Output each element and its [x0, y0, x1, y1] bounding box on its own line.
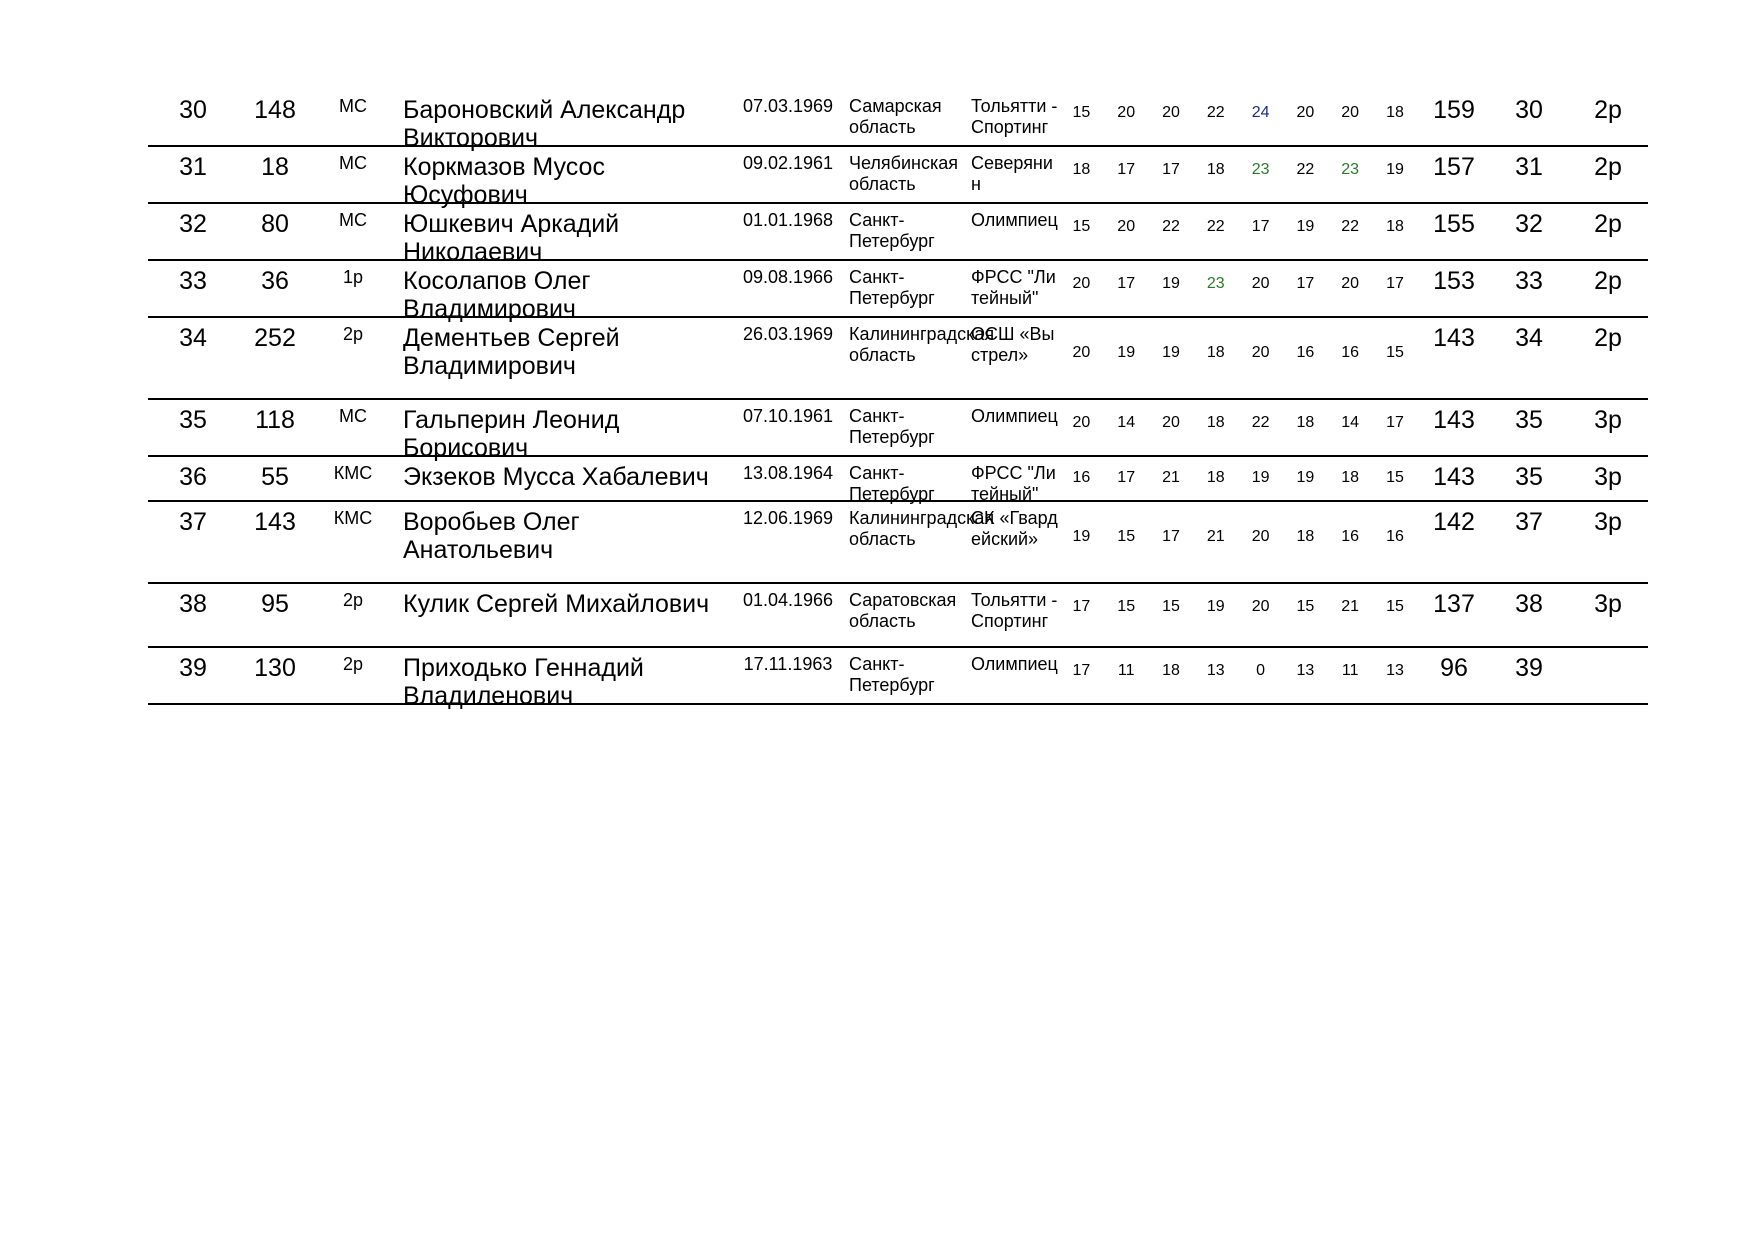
region-cell: Санкт-Петербург: [849, 406, 935, 447]
table-row: [148, 318, 1648, 400]
series-score: 17: [1386, 414, 1404, 431]
start-number-cell: 18: [261, 153, 289, 181]
start-number-cell: 148: [254, 96, 296, 124]
series-score: 22: [1341, 218, 1360, 235]
club-cell: Тольятти - Спортинг: [971, 96, 1058, 137]
sport-rank-cell: МС: [339, 153, 367, 173]
position-cell: 35: [1515, 463, 1543, 491]
series-scores: [1059, 469, 1419, 487]
region-cell: Калининградская область: [849, 508, 995, 549]
position-cell: 39: [1515, 654, 1543, 682]
series-scores: [1059, 598, 1419, 616]
athlete-name-cell: Воробьев Олег Анатольевич: [403, 508, 580, 564]
position-cell: 35: [1515, 406, 1543, 434]
total-score-cell: 143: [1433, 324, 1475, 352]
series-score: 16: [1296, 344, 1315, 361]
series-score: 19: [1072, 528, 1091, 545]
series-score: 19: [1206, 598, 1225, 615]
series-score: 13: [1386, 662, 1404, 679]
series-score: 20: [1117, 104, 1136, 121]
series-score: 15: [1072, 104, 1091, 121]
series-score: 24: [1251, 104, 1270, 121]
series-score: 20: [1162, 104, 1180, 121]
series-scores: [1059, 161, 1419, 179]
region-cell: Самарская область: [849, 96, 942, 137]
athlete-name-cell: Бароновский Александр Викторович: [403, 96, 686, 152]
sport-rank-cell: 2р: [342, 654, 364, 674]
birth-date-cell: 09.02.1961: [742, 153, 834, 173]
total-score-cell: 155: [1433, 210, 1475, 238]
series-score: 19: [1296, 218, 1315, 235]
series-score: 16: [1341, 528, 1360, 545]
series-score: 19: [1296, 469, 1315, 486]
table-row: [148, 147, 1648, 209]
series-score: 14: [1117, 414, 1136, 431]
series-score: 18: [1296, 414, 1315, 431]
club-cell: Тольятти - Спортинг: [971, 590, 1058, 631]
place-cell: 37: [179, 508, 207, 536]
series-score: 18: [1386, 104, 1404, 121]
series-score: 13: [1296, 662, 1315, 679]
series-scores: [1059, 528, 1419, 546]
birth-date-cell: 26.03.1969: [742, 324, 834, 344]
category-cell: 3р: [1594, 508, 1622, 536]
total-score-cell: 159: [1433, 96, 1475, 124]
category-cell: 3р: [1594, 463, 1622, 491]
results-table: [148, 90, 1648, 710]
series-score: 17: [1117, 161, 1136, 178]
series-score: 21: [1162, 469, 1180, 486]
start-number-cell: 36: [261, 267, 289, 295]
series-score: 18: [1296, 528, 1315, 545]
series-score: 11: [1341, 662, 1359, 679]
athlete-name-cell: Дементьев Сергей Владимирович: [403, 324, 620, 380]
start-number-cell: 80: [261, 210, 289, 238]
series-score: 20: [1072, 344, 1091, 361]
series-score: 21: [1206, 528, 1225, 545]
sport-rank-cell: 1р: [342, 267, 364, 287]
total-score-cell: 157: [1433, 153, 1475, 181]
series-score: 15: [1117, 528, 1136, 545]
birth-date-cell: 07.03.1969: [742, 96, 834, 116]
series-score: 18: [1072, 161, 1091, 178]
series-scores: [1059, 414, 1419, 432]
series-score: 22: [1251, 414, 1270, 431]
series-score: 19: [1162, 344, 1180, 361]
athlete-name-cell: Кулик Сергей Михайлович: [403, 590, 710, 618]
place-cell: 33: [179, 267, 207, 295]
club-cell: ФРСС "Литейный": [971, 463, 1056, 504]
category-cell: 3р: [1594, 590, 1622, 618]
series-score: 17: [1296, 275, 1315, 292]
series-score: 19: [1162, 275, 1180, 292]
series-score: 23: [1206, 275, 1225, 292]
sport-rank-cell: КМС: [333, 508, 373, 528]
series-score: 22: [1206, 104, 1225, 121]
sport-rank-cell: КМС: [333, 463, 373, 483]
club-cell: Олимпиец: [971, 654, 1058, 674]
series-score: 18: [1206, 344, 1225, 361]
series-score: 15: [1296, 598, 1315, 615]
sport-rank-cell: МС: [339, 96, 367, 116]
series-score: 15: [1386, 344, 1404, 361]
place-cell: 32: [179, 210, 207, 238]
series-score: 17: [1117, 275, 1136, 292]
club-cell: Олимпиец: [971, 406, 1058, 426]
position-cell: 30: [1515, 96, 1543, 124]
series-score: 17: [1251, 218, 1270, 235]
category-cell: 2р: [1594, 210, 1622, 238]
series-score: 17: [1072, 598, 1091, 615]
club-cell: Олимпиец: [971, 210, 1058, 230]
start-number-cell: 55: [261, 463, 289, 491]
series-score: 13: [1206, 662, 1225, 679]
region-cell: Санкт-Петербург: [849, 463, 935, 504]
total-score-cell: 96: [1440, 654, 1468, 682]
start-number-cell: 252: [254, 324, 296, 352]
category-cell: 2р: [1594, 153, 1622, 181]
club-cell: ФРСС "Литейный": [971, 267, 1056, 308]
series-score: 19: [1251, 469, 1270, 486]
place-cell: 30: [179, 96, 207, 124]
birth-date-cell: 13.08.1964: [742, 463, 834, 483]
total-score-cell: 143: [1433, 406, 1475, 434]
table-row: [148, 502, 1648, 584]
series-score: 20: [1296, 104, 1315, 121]
series-score: 17: [1072, 662, 1091, 679]
region-cell: Калининградская область: [849, 324, 995, 365]
category-cell: 2р: [1594, 96, 1622, 124]
series-score: 20: [1341, 275, 1360, 292]
series-score: 20: [1341, 104, 1360, 121]
series-score: 18: [1386, 218, 1404, 235]
club-cell: СК «Гвардейский»: [971, 508, 1058, 549]
series-score: 16: [1072, 469, 1091, 486]
series-scores: [1059, 662, 1419, 680]
place-cell: 31: [179, 153, 207, 181]
position-cell: 38: [1515, 590, 1543, 618]
series-score: 20: [1251, 598, 1270, 615]
series-scores: [1059, 275, 1419, 293]
sport-rank-cell: МС: [339, 406, 367, 426]
total-score-cell: 143: [1433, 463, 1475, 491]
series-score: 17: [1162, 161, 1180, 178]
category-cell: 2р: [1594, 267, 1622, 295]
position-cell: 32: [1515, 210, 1543, 238]
region-cell: Санкт-Петербург: [849, 210, 935, 251]
region-cell: Саратовская область: [849, 590, 957, 631]
series-score: 18: [1162, 662, 1180, 679]
series-score: 20: [1162, 414, 1180, 431]
series-scores: [1059, 218, 1419, 236]
series-score: 15: [1386, 469, 1404, 486]
athlete-name-cell: Приходько Геннадий Владиленович: [403, 654, 644, 710]
table-row: [148, 584, 1648, 648]
series-score: 17: [1117, 469, 1136, 486]
sport-rank-cell: МС: [339, 210, 367, 230]
total-score-cell: 153: [1433, 267, 1475, 295]
series-score: 18: [1206, 469, 1225, 486]
series-score: 18: [1206, 161, 1225, 178]
athlete-name-cell: Косолапов Олег Владимирович: [403, 267, 591, 323]
series-score: 14: [1341, 414, 1360, 431]
series-score: 20: [1251, 344, 1270, 361]
club-cell: ОСШ «Выстрел»: [971, 324, 1055, 365]
series-score: 11: [1117, 662, 1135, 679]
birth-date-cell: 17.11.1963: [743, 654, 833, 674]
series-score: 20: [1072, 275, 1091, 292]
category-cell: 3р: [1594, 406, 1622, 434]
series-score: 20: [1251, 528, 1270, 545]
series-score: 22: [1162, 218, 1180, 235]
region-cell: Челябинская область: [849, 153, 958, 194]
series-score: 20: [1117, 218, 1136, 235]
series-score: 0: [1256, 662, 1266, 679]
series-score: 23: [1341, 161, 1360, 178]
position-cell: 33: [1515, 267, 1543, 295]
athlete-name-cell: Коркмазов Мусос Юсуфович: [403, 153, 605, 209]
series-score: 18: [1341, 469, 1360, 486]
series-score: 20: [1072, 414, 1091, 431]
table-row: [148, 204, 1648, 266]
birth-date-cell: 09.08.1966: [742, 267, 834, 287]
series-score: 19: [1117, 344, 1136, 361]
place-cell: 38: [179, 590, 207, 618]
sport-rank-cell: 2р: [342, 590, 364, 610]
series-score: 23: [1251, 161, 1270, 178]
athlete-name-cell: Экзеков Мусса Хабалевич: [403, 463, 709, 491]
series-score: 22: [1206, 218, 1225, 235]
series-score: 15: [1162, 598, 1180, 615]
start-number-cell: 143: [254, 508, 296, 536]
series-score: 16: [1386, 528, 1404, 545]
position-cell: 34: [1515, 324, 1543, 352]
series-scores: [1059, 344, 1419, 362]
table-row: [148, 400, 1648, 462]
start-number-cell: 95: [261, 590, 289, 618]
table-row: [148, 457, 1648, 502]
club-cell: Северянин: [971, 153, 1053, 194]
series-score: 18: [1206, 414, 1225, 431]
position-cell: 31: [1515, 153, 1543, 181]
region-cell: Санкт-Петербург: [849, 267, 935, 308]
position-cell: 37: [1515, 508, 1543, 536]
category-cell: 2р: [1594, 324, 1622, 352]
place-cell: 36: [179, 463, 207, 491]
place-cell: 34: [179, 324, 207, 352]
region-cell: Санкт-Петербург: [849, 654, 935, 695]
series-score: 15: [1386, 598, 1404, 615]
start-number-cell: 118: [255, 406, 295, 434]
series-score: 22: [1296, 161, 1315, 178]
start-number-cell: 130: [254, 654, 296, 682]
series-score: 15: [1117, 598, 1136, 615]
series-score: 15: [1072, 218, 1091, 235]
birth-date-cell: 01.01.1968: [742, 210, 834, 230]
birth-date-cell: 01.04.1966: [742, 590, 834, 610]
total-score-cell: 137: [1433, 590, 1475, 618]
series-score: 21: [1341, 598, 1360, 615]
athlete-name-cell: Юшкевич Аркадий Николаевич: [403, 210, 620, 266]
place-cell: 39: [179, 654, 207, 682]
series-score: 17: [1386, 275, 1404, 292]
sport-rank-cell: 2р: [342, 324, 364, 344]
athlete-name-cell: Гальперин Леонид Борисович: [403, 406, 620, 462]
place-cell: 35: [179, 406, 207, 434]
birth-date-cell: 07.10.1961: [742, 406, 834, 426]
series-score: 19: [1386, 161, 1404, 178]
series-score: 16: [1341, 344, 1360, 361]
table-row: [148, 261, 1648, 323]
series-scores: [1059, 104, 1419, 122]
series-score: 20: [1251, 275, 1270, 292]
birth-date-cell: 12.06.1969: [742, 508, 834, 528]
table-row: [148, 90, 1648, 152]
total-score-cell: 142: [1433, 508, 1475, 536]
table-row: [148, 648, 1648, 710]
series-score: 17: [1162, 528, 1180, 545]
